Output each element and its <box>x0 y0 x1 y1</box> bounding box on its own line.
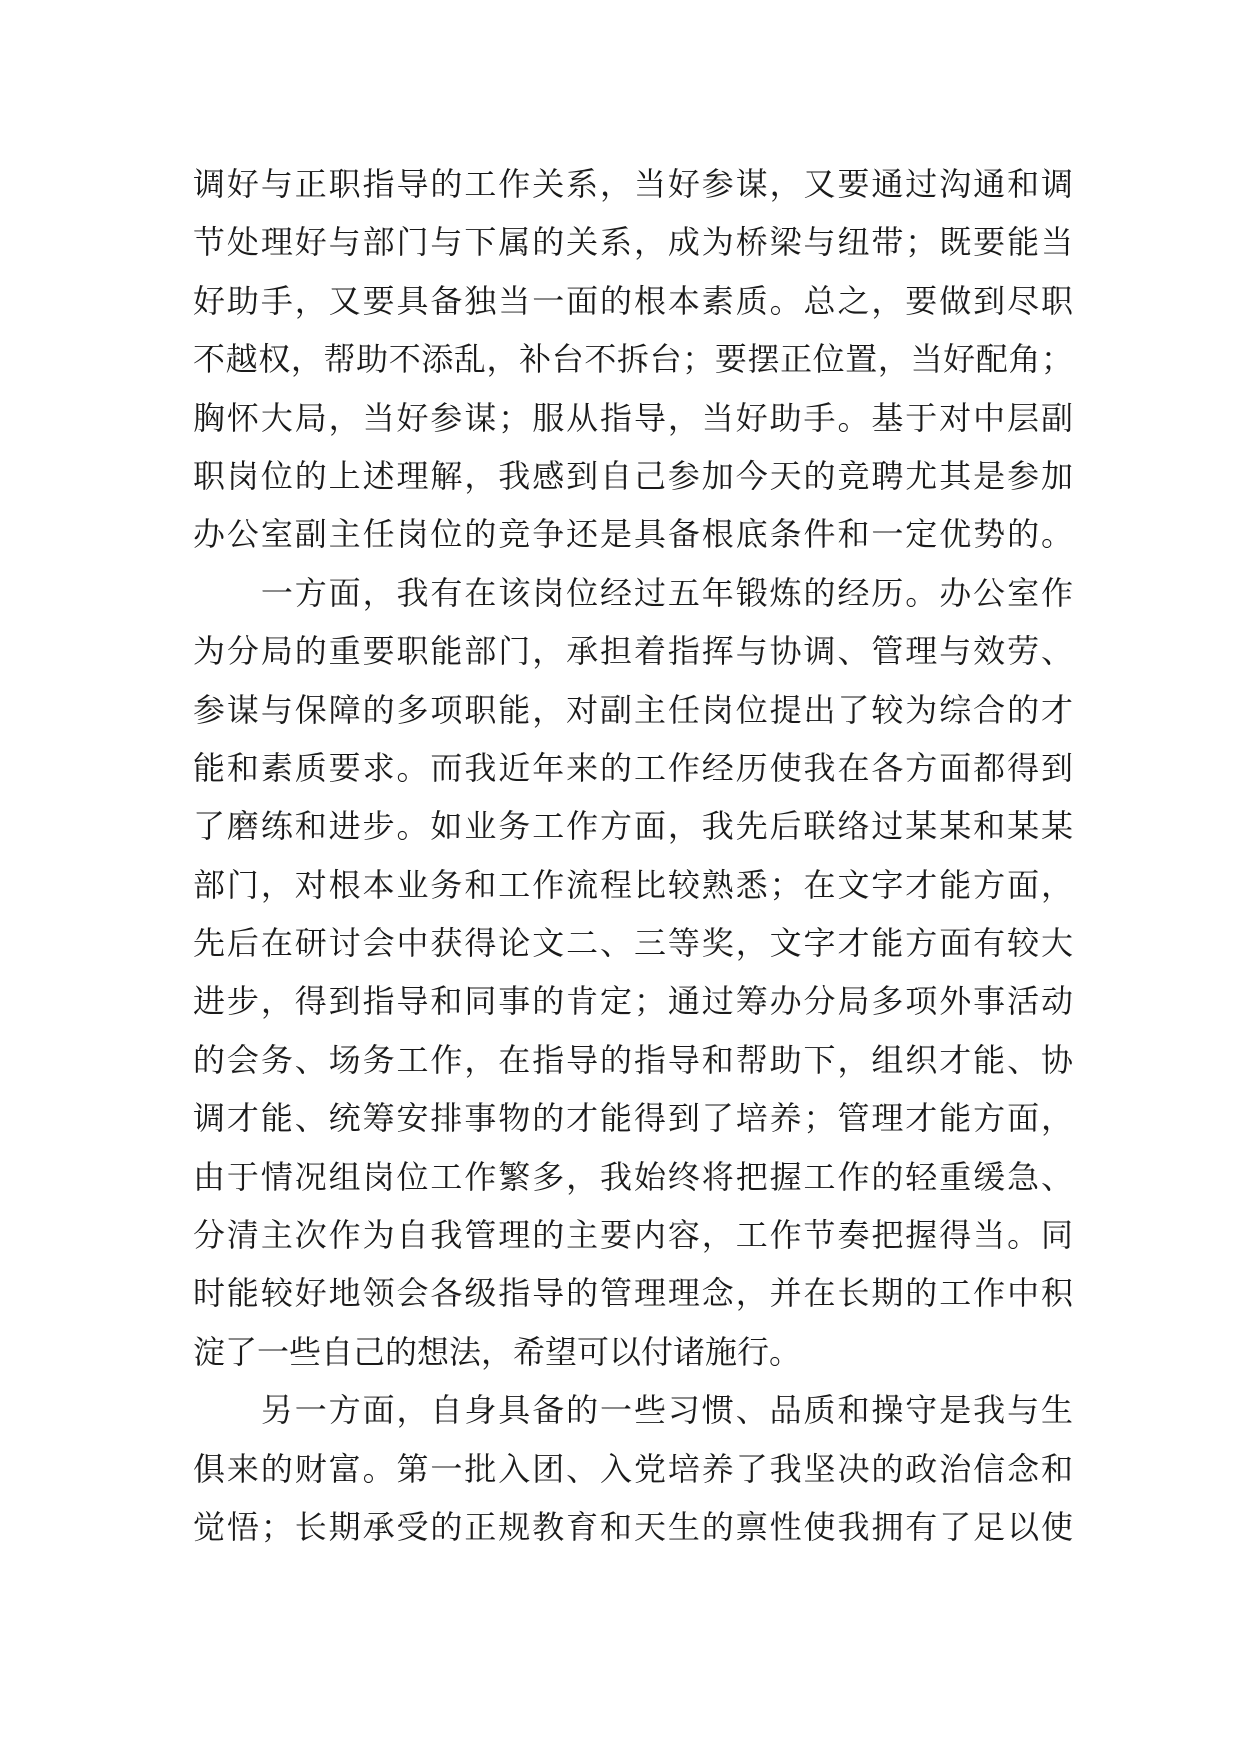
text-line: 觉悟；长期承受的正规教育和天生的禀性使我拥有了足以使 <box>193 1507 1073 1546</box>
text-line: 另一方面，自身具备的一些习惯、品质和操守是我与生 <box>193 1391 1073 1430</box>
text-line: 节处理好与部门与下属的关系，成为桥梁与纽带；既要能当 <box>193 223 1073 262</box>
text-line: 进步，得到指导和同事的肯定；通过筹办分局多项外事活动 <box>193 982 1073 1021</box>
body-text <box>193 155 1073 1556</box>
text-line: 淀了一些自己的想法，希望可以付诸施行。 <box>193 1332 802 1371</box>
text-line: 职岗位的上述理解，我感到自己参加今天的竞聘尤其是参加 <box>193 456 1073 495</box>
text-line: 调好与正职指导的工作关系，当好参谋，又要通过沟通和调 <box>193 165 1073 203</box>
text-line: 参谋与保障的多项职能，对副主任岗位提出了较为综合的才 <box>193 690 1073 729</box>
text-line: 由于情况组岗位工作繁多，我始终将把握工作的轻重缓急、 <box>193 1157 1073 1196</box>
text-line: 先后在研讨会中获得论文二、三等奖，文字才能方面有较大 <box>193 924 1073 963</box>
text-line: 了磨练和进步。如业务工作方面，我先后联络过某某和某某 <box>193 807 1073 846</box>
text-line: 好助手，又要具备独当一面的根本素质。总之，要做到尽职 <box>193 281 1073 320</box>
text-line: 调才能、统筹安排事物的才能得到了培养；管理才能方面， <box>193 1099 1073 1138</box>
text-line: 为分局的重要职能部门，承担着指挥与协调、管理与效劳、 <box>193 632 1073 671</box>
text-line: 的会务、场务工作，在指导的指导和帮助下，组织才能、协 <box>193 1040 1073 1079</box>
text-line: 一方面，我有在该岗位经过五年锻炼的经历。办公室作 <box>193 573 1073 612</box>
text-line: 办公室副主任岗位的竞争还是具备根底条件和一定优势的。 <box>193 515 1073 554</box>
text-line: 俱来的财富。第一批入团、入党培养了我坚决的政治信念和 <box>193 1449 1073 1488</box>
text-line: 胸怀大局，当好参谋；服从指导，当好助手。基于对中层副 <box>193 398 1073 437</box>
text-line: 不越权，帮助不添乱，补台不拆台；要摆正位置，当好配角； <box>193 340 1073 379</box>
text-line: 部门，对根本业务和工作流程比较熟悉；在文字才能方面， <box>193 865 1073 904</box>
text-line: 时能较好地领会各级指导的管理理念，并在长期的工作中积 <box>193 1274 1073 1313</box>
text-line: 分清主次作为自我管理的主要内容，工作节奏把握得当。同 <box>193 1216 1073 1255</box>
text-line: 能和素质要求。而我近年来的工作经历使我在各方面都得到 <box>193 748 1073 787</box>
